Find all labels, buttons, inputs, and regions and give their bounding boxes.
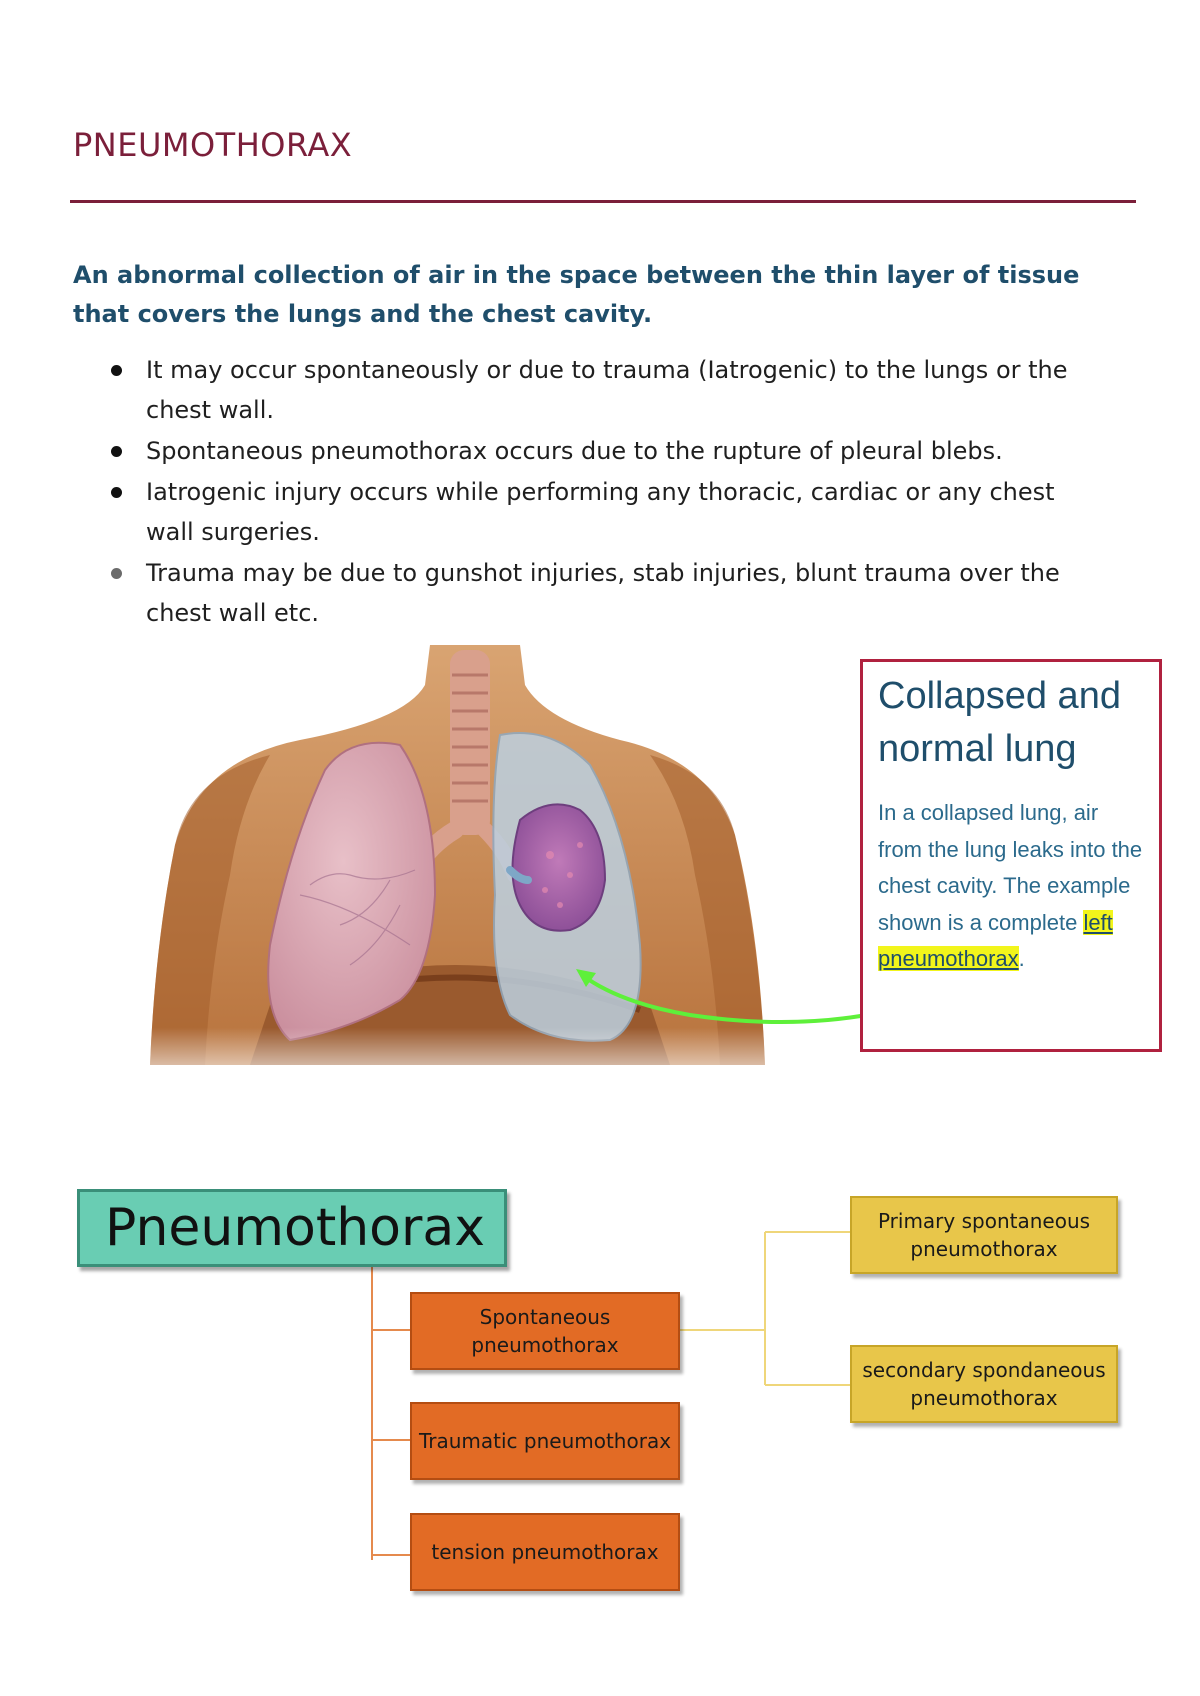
list-item: Iatrogenic injury occurs while performing any thoracic, cardiac or any chest wall surgeries. xyxy=(108,472,1108,552)
diagram-node-secondary-spontaneous: secondary spondaneous pneumothorax xyxy=(850,1345,1118,1423)
page-title: PNEUMOTHORAX xyxy=(73,126,353,164)
bullet-icon xyxy=(111,568,122,579)
diagram-node-tension: tension pneumothorax xyxy=(410,1513,680,1591)
diagram-node-spontaneous: Spontaneous pneumothorax xyxy=(410,1292,680,1370)
title-divider xyxy=(70,200,1136,203)
definition-text: An abnormal collection of air in the space between the thin layer of tissue that covers the lungs and the chest cavity. xyxy=(73,261,1080,328)
bullet-icon xyxy=(111,365,122,376)
bullet-icon xyxy=(111,487,122,498)
diagram-root: Pneumothorax xyxy=(77,1189,507,1267)
caption-text: In a collapsed lung, air from the lung leaks into the chest cavity. The example shown is a complete left pneumothorax. xyxy=(878,800,1143,971)
lung-illustration xyxy=(150,645,770,1095)
caption-box xyxy=(860,659,1162,1052)
caption-title: Collapsed and normal lung xyxy=(878,675,1121,770)
diagram-node-traumatic: Traumatic pneumothorax xyxy=(410,1402,680,1480)
list-item: Spontaneous pneumothorax occurs due to the rupture of pleural blebs. xyxy=(108,431,1108,471)
list-item: Trauma may be due to gunshot injuries, stab injuries, blunt trauma over the chest wall etc. xyxy=(108,553,1108,633)
list-item: It may occur spontaneously or due to trauma (Iatrogenic) to the lungs or the chest wall. xyxy=(108,350,1108,430)
highlighted-term: left pneumothorax xyxy=(878,909,1113,971)
diagram-node-primary-spontaneous: Primary spontaneous pneumothorax xyxy=(850,1196,1118,1274)
classification-diagram xyxy=(0,1180,1200,1620)
bullet-list xyxy=(108,350,1108,634)
bullet-icon xyxy=(111,446,122,457)
